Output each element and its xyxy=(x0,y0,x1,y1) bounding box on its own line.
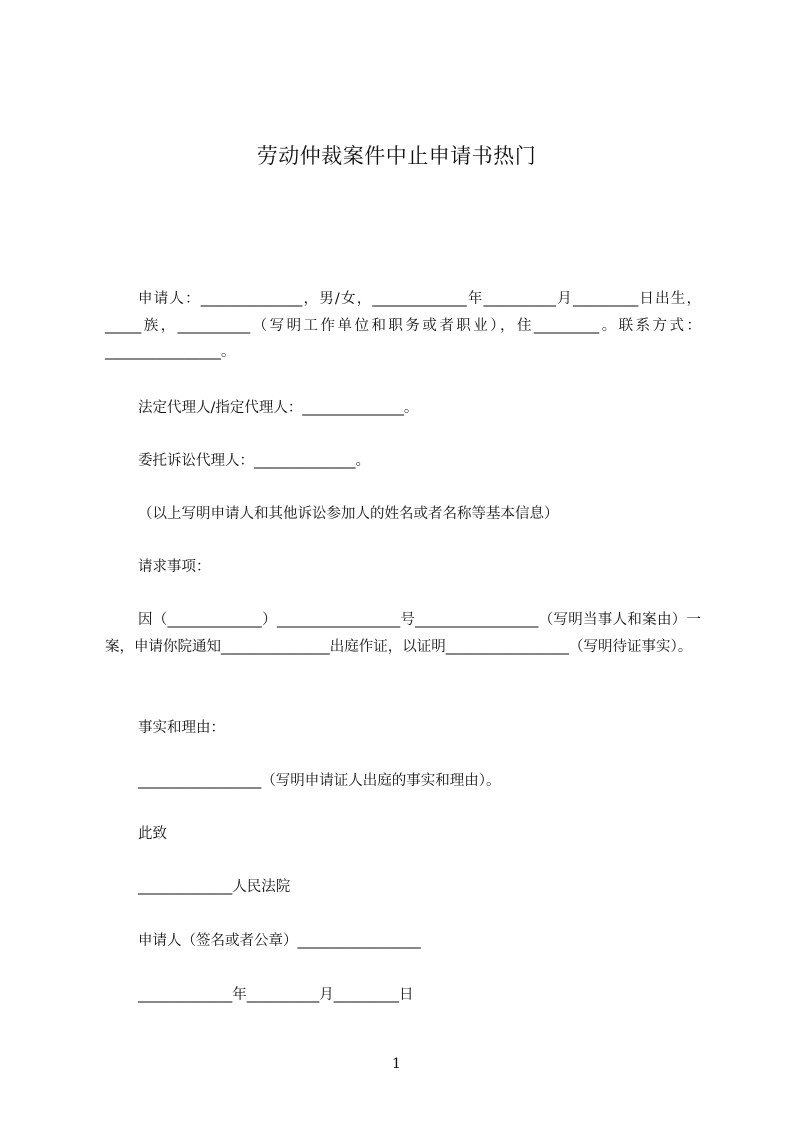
claims-paragraph: 因（_____________）_________________号_________________（写明当事人和案由）一案，申请你院通知_______________出庭作证，以证明_________________（写明待证事实）。 xyxy=(105,612,701,655)
facts-line: _________________（写明申请证人出庭的事实和理由）。 xyxy=(138,773,501,789)
entrusted-agent-line: 委托诉讼代理人：______________。 xyxy=(138,453,370,469)
court-line: _____________人民法院 xyxy=(138,879,291,895)
applicant-paragraph: 申请人：______________，男/女，_____________年__________月_________日出生，_____族，__________（写明工作单位和职务或者职业），住_________。联系方式：________________。 xyxy=(105,291,701,360)
signature-line: 申请人（签名或者公章）_________________ xyxy=(138,933,421,949)
party-note: （以上写明申请人和其他诉讼参加人的姓名或者名称等基本信息） xyxy=(138,506,559,522)
page-number: 1 xyxy=(392,1056,401,1072)
facts-heading: 事实和理由： xyxy=(138,720,225,736)
legal-agent-line: 法定代理人/指定代理人：______________。 xyxy=(138,400,419,416)
salutation: 此致 xyxy=(138,826,167,842)
claims-heading: 请求事项： xyxy=(138,559,211,575)
document-title: 劳动仲裁案件中止申请书热门 xyxy=(256,144,537,168)
date-line: _____________年__________月_________日 xyxy=(138,987,414,1003)
